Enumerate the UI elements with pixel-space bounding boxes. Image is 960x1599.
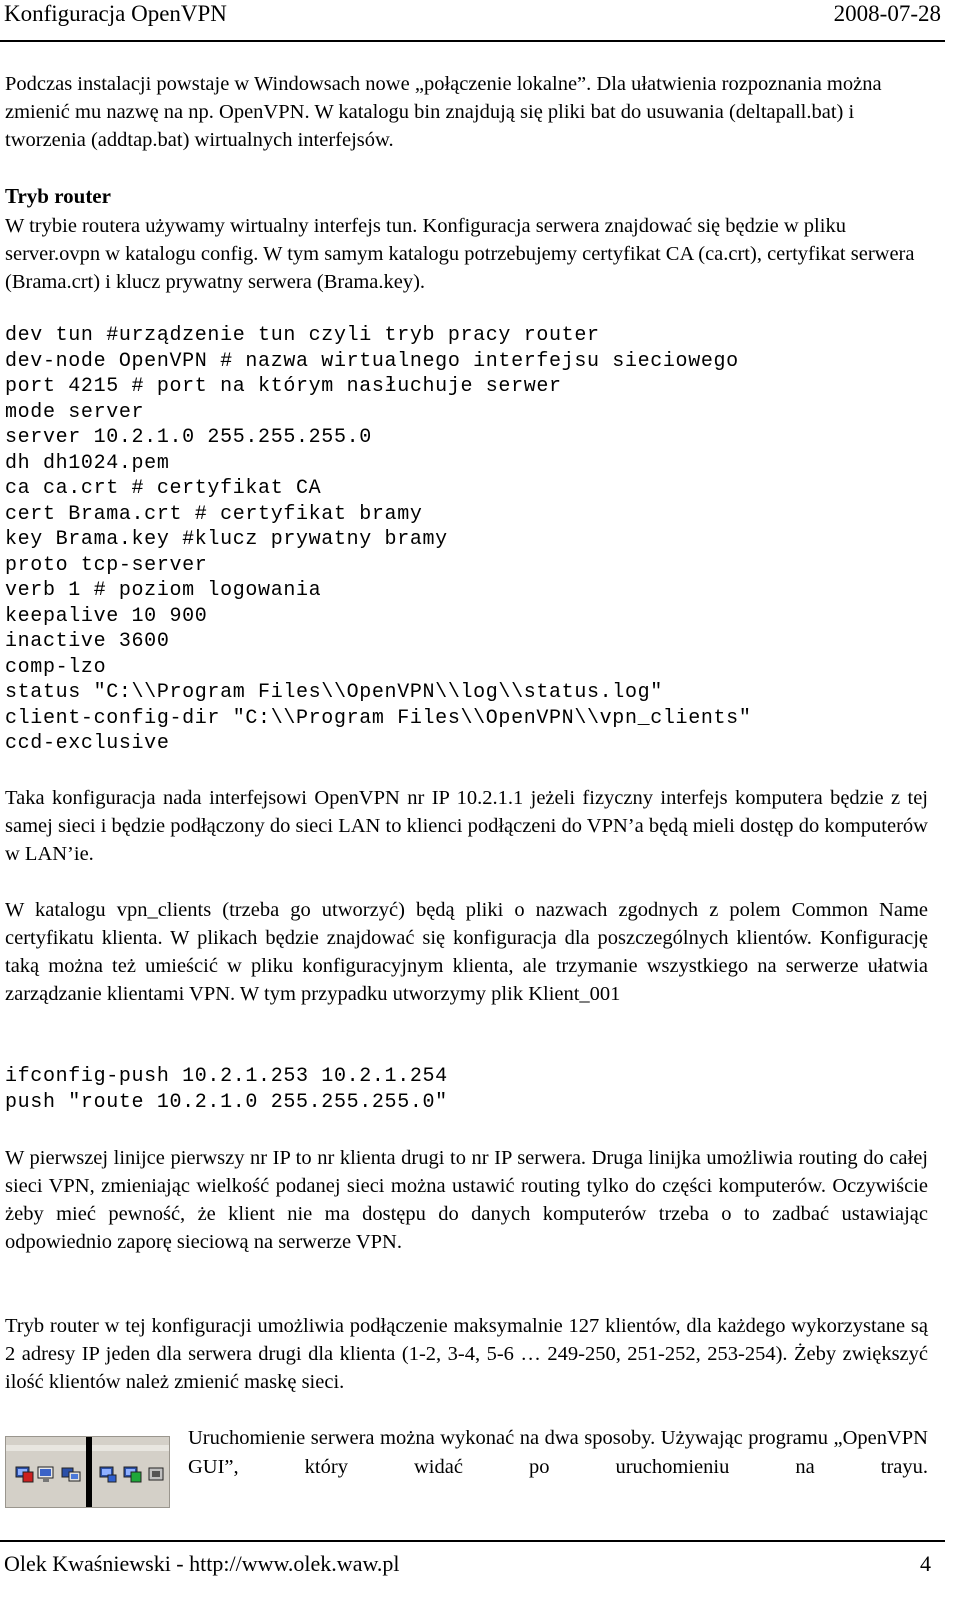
page-header [0, 0, 945, 42]
network-blue-icon [98, 1463, 118, 1485]
tray-screenshot [5, 1436, 170, 1508]
network-icon [61, 1463, 81, 1485]
page-footer [0, 1540, 945, 1599]
monitor-icon [36, 1463, 56, 1485]
start-paragraph: Uruchomienie serwera można wykonać na dwa sposoby. Używając programu „OpenVPN GUI”, który widać po uruchomieniu na trayu. [188, 1427, 928, 1478]
section-intro-paragraph: W trybie routera używamy wirtualny interfejs tun. Konfiguracja serwera znajdować się będzie w pliku server.ovpn w katalogu config. W tym samym katalogu potrzebujemy certyfikat CA (ca.crt), certyfikat serwera (Brama.crt) i klucz prywatny serwera (Brama.key). [5, 215, 915, 293]
routing-paragraph: W pierwszej linijce pierwszy nr IP to nr klienta drugi to nr IP serwera. Druga linijka umożliwia routing do całej sieci VPN, zmieniając wielkość podanej sieci można ustawić routing tylko do części komputerów. Oczywiście żeby mieć pewność, że klient nie ma dostępu do danych komputerów trzeba o to zadbać ustawiając odpowiednio zaporę sieciową na serwerze VPN. [5, 1147, 928, 1253]
page-number: 4 [920, 1551, 931, 1576]
limit-paragraph: Tryb router w tej konfiguracji umożliwia podłączenie maksymalnie 127 klientów, dla każdego wykorzystane są 2 adresy IP jeden dla serwera drugi dla klienta (1-2, 3-4, 5-6 … 249-250, 251-252, 253-254). Żeby zwiększyć ilość klientów należ zmienić maskę sieci. [5, 1315, 928, 1393]
speaker-icon [146, 1463, 166, 1485]
client-config-code: ifconfig-push 10.2.1.253 10.2.1.254 push "route 10.2.1.0 255.255.255.0" [5, 1065, 448, 1114]
network-green-icon [122, 1463, 142, 1485]
footer-author: Olek Kwaśniewski - http://www.olek.waw.pl [4, 1551, 400, 1576]
clients-paragraph: W katalogu vpn_clients (trzeba go utworzyć) będą pliki o nazwach zgodnych z polem Common Name certyfikatu klienta. W plikach będzie znajdować się konfiguracja dla poszczególnych klientów. Konfigurację taką można też umieścić w pliku konfiguracyjnym klienta, ale trzymanie wszystkiego na serwerze ułatwia zarządzanie klientami VPN. W tym przypadku utworzymy plik Klient_001 [5, 899, 928, 1005]
intro-paragraph: Podczas instalacji powstaje w Windowsach nowe „połączenie lokalne”. Dla ułatwienia rozpoznania można zmienić mu nazwę na np. OpenVPN. W katalogu bin znajdują się pliki bat do usuwania (deltapall.bat) i tworzenia (addtap.bat) wirtualnych interfejsów. [5, 73, 882, 151]
header-title: Konfiguracja OpenVPN [4, 1, 227, 26]
header-date: 2008-07-28 [833, 1, 941, 26]
section-heading: Tryb router [5, 184, 111, 208]
network-red-icon [14, 1463, 34, 1485]
server-config-code: dev tun #urządzenie tun czyli tryb pracy router dev-node OpenVPN # nazwa wirtualnego interfejsu sieciowego port 4215 # port na którym nasłuchuje serwer mode server server 10.2.1.0 255.255.255.0 dh dh1024.pem ca ca.crt # certyfikat CA cert Brama.crt # certyfikat bramy key Brama.key #klucz prywatny bramy proto tcp-server verb 1 # poziom logowania keepalive 10 900 inactive 3600 comp-lzo status "C:\\Program Files\\OpenVPN\\log\\status.log" client-config-dir "C:\\Program Files\\OpenVPN\\vpn_clients" ccd-exclusive [5, 324, 752, 755]
ip-paragraph: Taka konfiguracja nada interfejsowi OpenVPN nr IP 10.2.1.1 jeżeli fizyczny interfejs komputera będzie z tej samej sieci i będzie podłączony do sieci LAN to klienci podłączeni do VPN’a będą mieli dostęp do komputerów w LAN’ie. [5, 787, 928, 865]
